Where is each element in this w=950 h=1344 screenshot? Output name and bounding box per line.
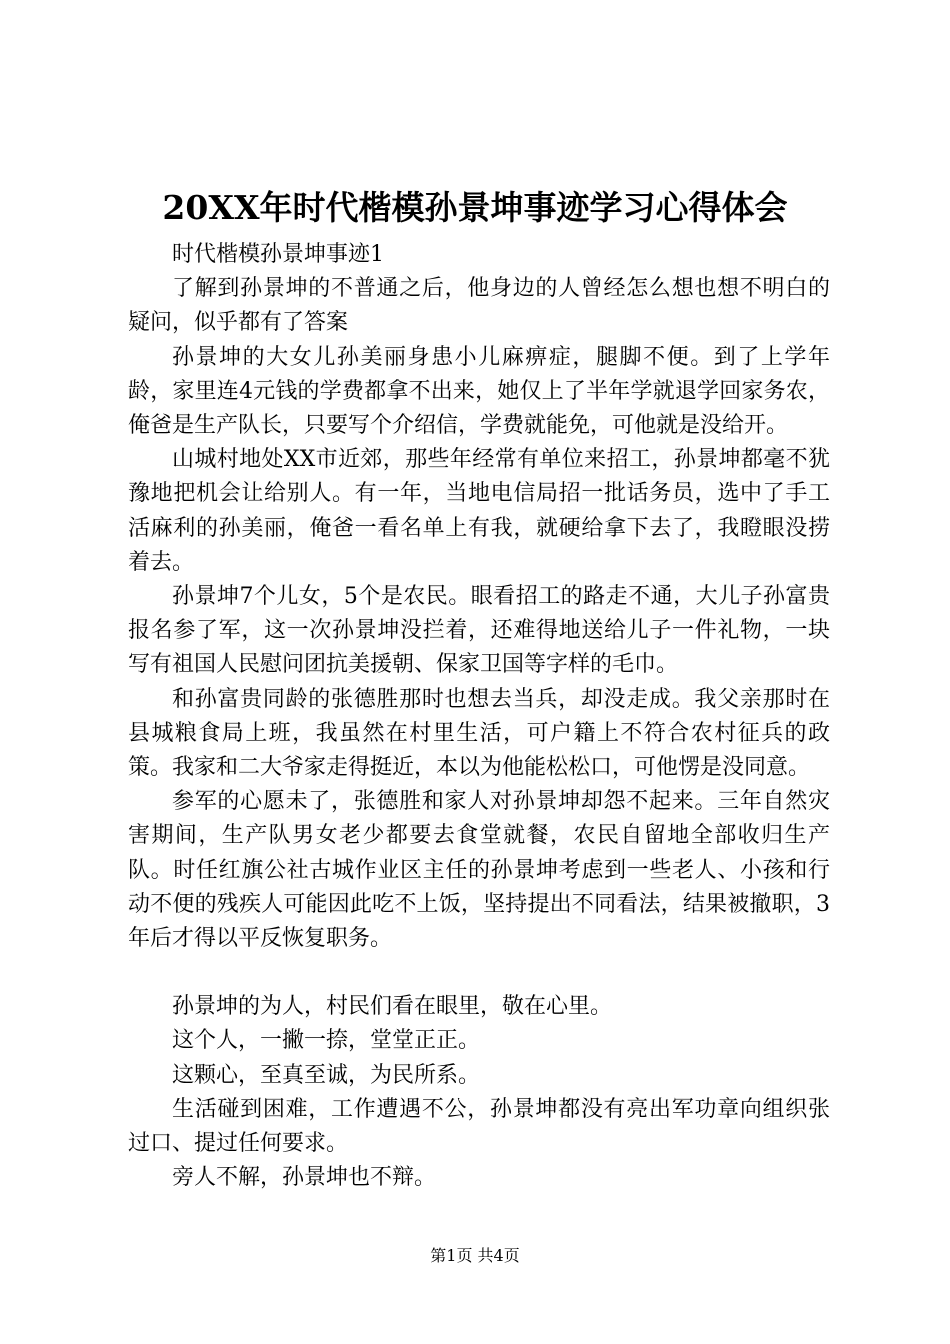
paragraph-subtitle: 时代楷模孙景坤事迹1 — [172, 242, 384, 267]
paragraph: 孙景坤7个儿女，5个是农民。眼看招工的路走不通，大儿子孙富贵报名参了军，这一次孙景坤没拦着，还难得地送给儿子一件礼物，一块写有祖国人民慰问团抗美援朝、保家卫国等字样的毛巾。 — [128, 584, 830, 678]
document-body — [128, 238, 830, 1195]
page-footer: 第1页 共4页 — [430, 1246, 520, 1265]
paragraph: 了解到孙景坤的不普通之后，他身边的人曾经怎么想也想不明白的疑问，似乎都有了答案 — [128, 276, 830, 336]
paragraph: 这颗心，至真至诚，为民所系。 — [172, 1062, 481, 1088]
paragraph: 和孙富贵同龄的张德胜那时也想去当兵，却没走成。我父亲那时在县城粮食局上班，我虽然在村里生活，可户籍上不符合农村征兵的政策。我家和二大爷家走得挺近，本以为他能松松口，可他愣是没同意。 — [128, 686, 830, 781]
paragraph: 旁人不解，孙景坤也不辩。 — [172, 1165, 437, 1191]
paragraph: 生活碰到困难，工作遭遇不公，孙景坤都没有亮出军功章向组织张过口、提过任何要求。 — [128, 1096, 830, 1157]
document-title: 20XX年时代楷模孙景坤事迹学习心得体会 — [162, 188, 788, 227]
paragraph: 孙景坤的为人，村民们看在眼里，敬在心里。 — [172, 994, 613, 1020]
paragraph: 这个人，一撇一捺，堂堂正正。 — [172, 1028, 481, 1054]
paragraph: 孙景坤的大女儿孙美丽身患小儿麻痹症，腿脚不便。到了上学年龄，家里连4元钱的学费都拿不出来，她仅上了半年学就退学回家务农，俺爸是生产队长，只要写个介绍信，学费就能免，可他就是没给开。 — [128, 344, 830, 439]
paragraph: 山城村地处XX市近郊，那些年经常有单位来招工，孙景坤都毫不犹豫地把机会让给别人。有一年，当地电信局招一批话务员，选中了手工活麻利的孙美丽，俺爸一看名单上有我，就硬给拿下去了，我瞪眼没捞着去。 — [128, 447, 830, 575]
paragraph: 参军的心愿未了，张德胜和家人对孙景坤却怨不起来。三年自然灾害期间，生产队男女老少都要去食堂就餐，农民自留地全部收归生产队。时任红旗公社古城作业区主任的孙景坤考虑到一些老人、小孩和行动不便的残疾人可能因此吃不上饭，坚持提出不同看法，结果被撤职，3年后才得以平反恢复职务。 — [128, 789, 830, 952]
